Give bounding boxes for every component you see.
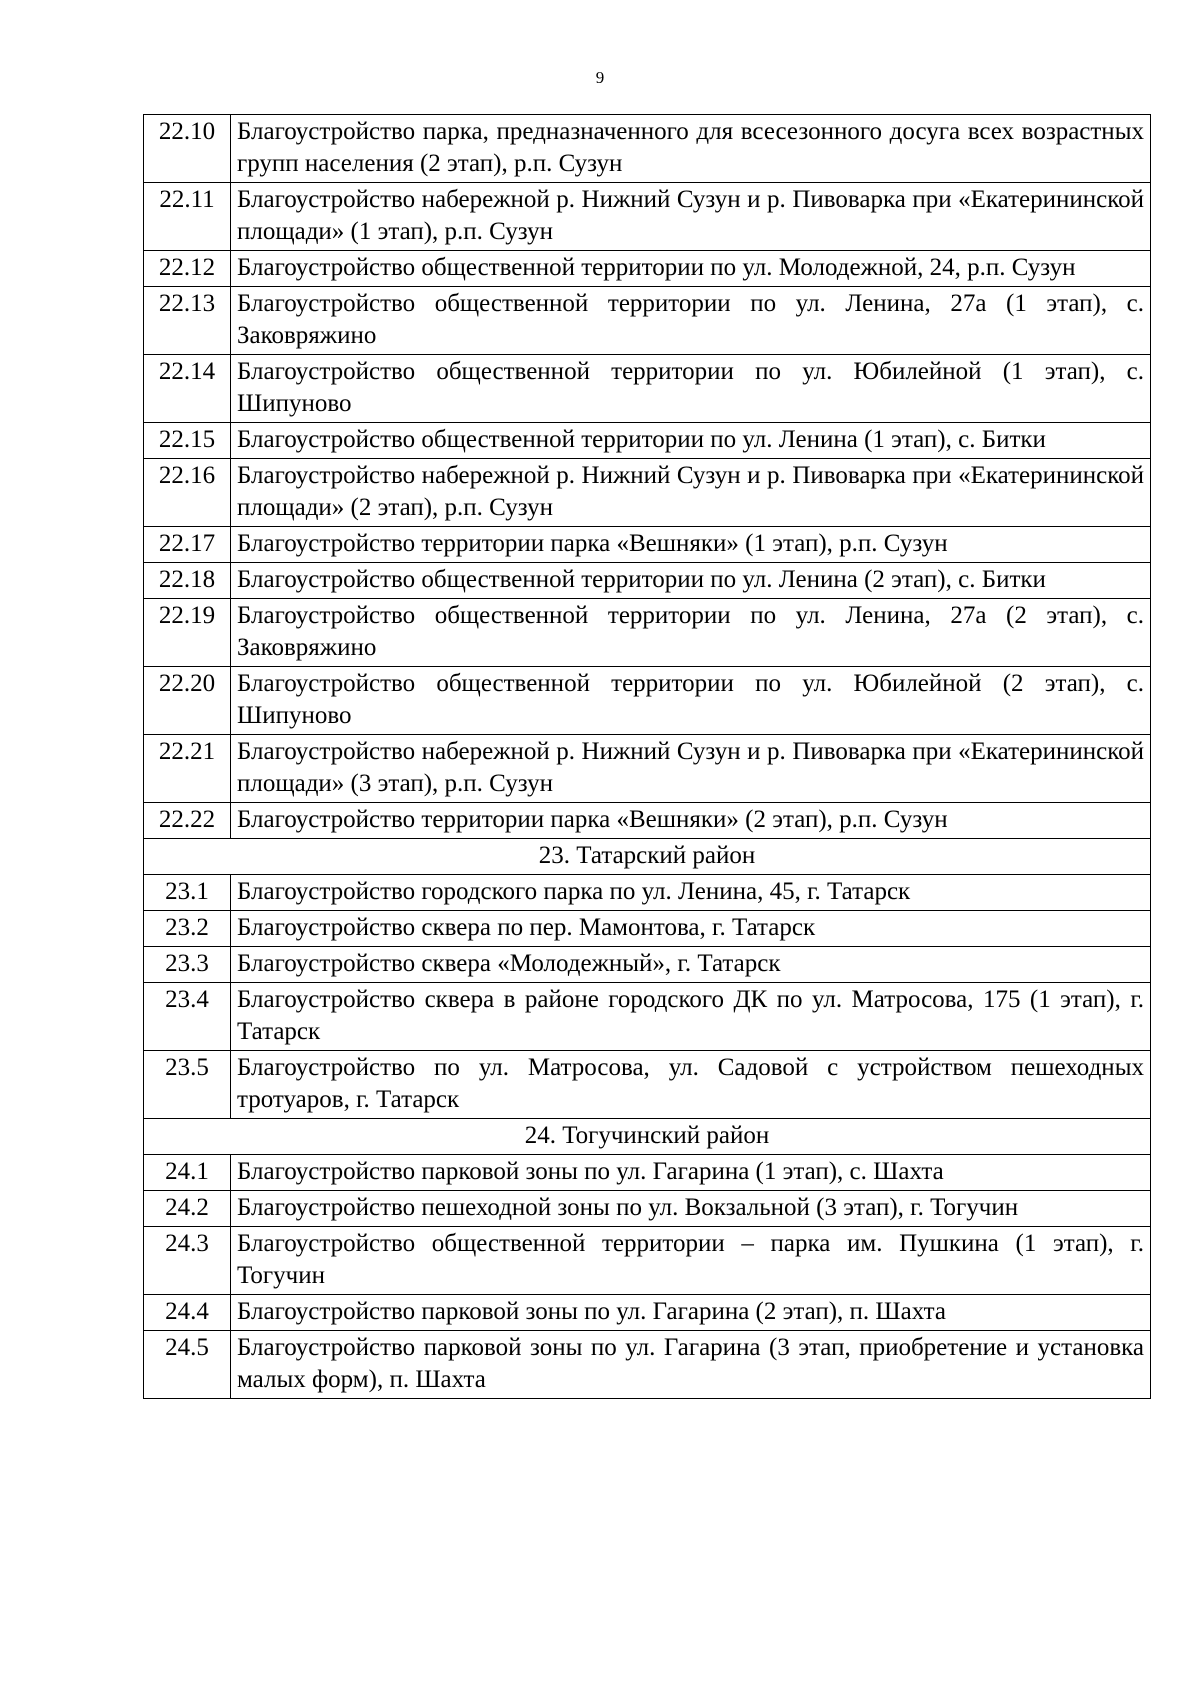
item-number: 22.15 — [144, 423, 231, 459]
item-number: 24.2 — [144, 1191, 231, 1227]
table-row — [144, 355, 1151, 423]
item-description: Благоустройство сквера «Молодежный», г. Татарск — [231, 947, 1151, 983]
table-row — [144, 735, 1151, 803]
item-description: Благоустройство парка, предназначенного для всесезонного досуга всех возрастных групп населения (2 этап), р.п. Сузун — [231, 115, 1151, 183]
item-number: 23.3 — [144, 947, 231, 983]
section-title: 23. Татарский район — [144, 839, 1151, 875]
item-number: 22.12 — [144, 251, 231, 287]
item-number: 22.11 — [144, 183, 231, 251]
item-description: Благоустройство городского парка по ул. Ленина, 45, г. Татарск — [231, 875, 1151, 911]
item-number: 22.14 — [144, 355, 231, 423]
table-row — [144, 183, 1151, 251]
item-number: 22.13 — [144, 287, 231, 355]
item-number: 22.16 — [144, 459, 231, 527]
item-number: 24.1 — [144, 1155, 231, 1191]
table-row — [144, 947, 1151, 983]
table-row — [144, 287, 1151, 355]
item-number: 23.4 — [144, 983, 231, 1051]
item-number: 23.2 — [144, 911, 231, 947]
table-row — [144, 803, 1151, 839]
item-description: Благоустройство общественной территории – парка им. Пушкина (1 этап), г. Тогучин — [231, 1227, 1151, 1295]
table-row — [144, 875, 1151, 911]
table-row — [144, 459, 1151, 527]
page-number: 9 — [595, 68, 605, 87]
table-row — [144, 423, 1151, 459]
table-row — [144, 563, 1151, 599]
item-number: 22.10 — [144, 115, 231, 183]
item-number: 23.5 — [144, 1051, 231, 1119]
table-row — [144, 1051, 1151, 1119]
item-number: 24.5 — [144, 1331, 231, 1399]
table-row — [144, 599, 1151, 667]
item-description: Благоустройство набережной р. Нижний Сузун и р. Пивоварка при «Екатерининской площади» (3 этап), р.п. Сузун — [231, 735, 1151, 803]
item-description: Благоустройство парковой зоны по ул. Гагарина (2 этап), п. Шахта — [231, 1295, 1151, 1331]
table-row — [144, 115, 1151, 183]
table-row — [144, 1191, 1151, 1227]
item-number: 22.21 — [144, 735, 231, 803]
item-description: Благоустройство набережной р. Нижний Сузун и р. Пивоварка при «Екатерининской площади» (2 этап), р.п. Сузун — [231, 459, 1151, 527]
item-number: 24.4 — [144, 1295, 231, 1331]
item-number: 23.1 — [144, 875, 231, 911]
item-number: 22.19 — [144, 599, 231, 667]
table-row — [144, 667, 1151, 735]
item-number: 22.18 — [144, 563, 231, 599]
item-description: Благоустройство территории парка «Вешняки» (1 этап), р.п. Сузун — [231, 527, 1151, 563]
item-description: Благоустройство общественной территории по ул. Юбилейной (1 этап), с. Шипуново — [231, 355, 1151, 423]
item-description: Благоустройство общественной территории по ул. Ленина, 27а (1 этап), с. Заковряжино — [231, 287, 1151, 355]
section-header-row — [144, 1119, 1151, 1155]
table-row — [144, 251, 1151, 287]
item-description: Благоустройство по ул. Матросова, ул. Садовой с устройством пешеходных тротуаров, г. Татарск — [231, 1051, 1151, 1119]
item-description: Благоустройство сквера по пер. Мамонтова, г. Татарск — [231, 911, 1151, 947]
table-row — [144, 1295, 1151, 1331]
item-description: Благоустройство общественной территории по ул. Ленина, 27а (2 этап), с. Заковряжино — [231, 599, 1151, 667]
item-description: Благоустройство набережной р. Нижний Сузун и р. Пивоварка при «Екатерининской площади» (1 этап), р.п. Сузун — [231, 183, 1151, 251]
item-description: Благоустройство общественной территории по ул. Ленина (1 этап), с. Битки — [231, 423, 1151, 459]
item-number: 22.20 — [144, 667, 231, 735]
item-description: Благоустройство общественной территории по ул. Юбилейной (2 этап), с. Шипуново — [231, 667, 1151, 735]
item-description: Благоустройство сквера в районе городского ДК по ул. Матросова, 175 (1 этап), г. Татарск — [231, 983, 1151, 1051]
item-number: 22.22 — [144, 803, 231, 839]
item-description: Благоустройство пешеходной зоны по ул. Вокзальной (3 этап), г. Тогучин — [231, 1191, 1151, 1227]
table-row — [144, 983, 1151, 1051]
section-title: 24. Тогучинский район — [144, 1119, 1151, 1155]
item-description: Благоустройство общественной территории по ул. Молодежной, 24, р.п. Сузун — [231, 251, 1151, 287]
section-header-row — [144, 839, 1151, 875]
table-row — [144, 1155, 1151, 1191]
table-row — [144, 527, 1151, 563]
item-description: Благоустройство парковой зоны по ул. Гагарина (1 этап), с. Шахта — [231, 1155, 1151, 1191]
item-description: Благоустройство общественной территории по ул. Ленина (2 этап), с. Битки — [231, 563, 1151, 599]
item-description: Благоустройство территории парка «Вешняки» (2 этап), р.п. Сузун — [231, 803, 1151, 839]
item-description: Благоустройство парковой зоны по ул. Гагарина (3 этап, приобретение и установка малых форм), п. Шахта — [231, 1331, 1151, 1399]
item-number: 24.3 — [144, 1227, 231, 1295]
table-body — [144, 115, 1151, 1399]
item-number: 22.17 — [144, 527, 231, 563]
table-row — [144, 911, 1151, 947]
table-row — [144, 1331, 1151, 1399]
table-row — [144, 1227, 1151, 1295]
program-items-table — [143, 114, 1151, 1399]
